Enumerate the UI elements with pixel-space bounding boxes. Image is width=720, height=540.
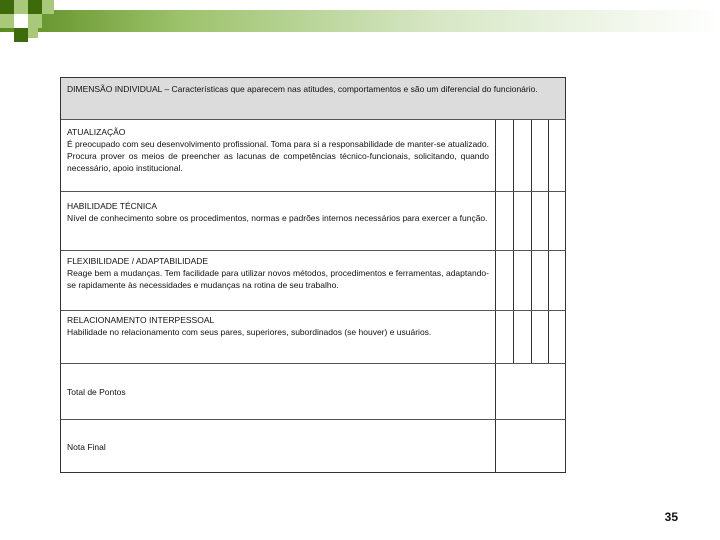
score-divider	[548, 120, 549, 191]
score-divider	[513, 311, 514, 363]
criterion-description: Habilidade no relacionamento com seus pares, superiores, subordinados (se houver) e usuários.	[67, 327, 432, 337]
score-divider	[548, 251, 549, 310]
page-number: 35	[664, 510, 678, 524]
total-points-label: Total de Pontos	[61, 364, 496, 419]
score-divider	[548, 192, 549, 250]
criterion-description: Reage bem a mudanças. Tem facilidade para utilizar novos métodos, procedimentos e ferramentas, adaptando-se rapidamente às necessidades e mudanças na rotina de seu trabalho.	[67, 268, 489, 290]
criterion-title: ATUALIZAÇÃO	[67, 127, 126, 137]
criterion-title: FLEXIBILIDADE / ADAPTABILIDADE	[67, 256, 209, 266]
criterion-title: HABILIDADE TÉCNICA	[67, 201, 158, 211]
score-divider	[531, 251, 532, 310]
criterion-row-relacionamento	[61, 311, 565, 364]
score-divider	[531, 192, 532, 250]
criterion-row-atualizacao	[61, 120, 565, 192]
score-divider	[513, 192, 514, 250]
table-header-row	[61, 78, 565, 120]
final-grade-row	[61, 420, 565, 472]
criterion-row-habilidade-tecnica	[61, 192, 565, 251]
score-divider	[513, 120, 514, 191]
score-divider	[531, 120, 532, 191]
criterion-row-flexibilidade	[61, 251, 565, 311]
evaluation-table	[60, 77, 566, 473]
criterion-description: É preocupado com seu desenvolvimento profissional. Toma para si a responsabilidade de manter-se atualizado. Procura prover os meios de preencher as lacunas de competências técnico-funcionais, solicitando, quando necessário, apoio institucional.	[67, 139, 489, 173]
header-band	[0, 10, 720, 32]
score-divider	[548, 311, 549, 363]
criterion-title: RELACIONAMENTO INTERPESSOAL	[67, 315, 215, 325]
score-divider	[531, 311, 532, 363]
total-points-row	[61, 364, 565, 420]
dimension-header: DIMENSÃO INDIVIDUAL – Características que aparecem nas atitudes, comportamentos e são um diferencial do funcionário.	[67, 84, 538, 94]
score-divider	[513, 251, 514, 310]
final-grade-label: Nota Final	[61, 420, 496, 472]
criterion-description: Nível de conhecimento sobre os procedimentos, normas e padrões internos necessários para exercer a função.	[67, 213, 488, 223]
